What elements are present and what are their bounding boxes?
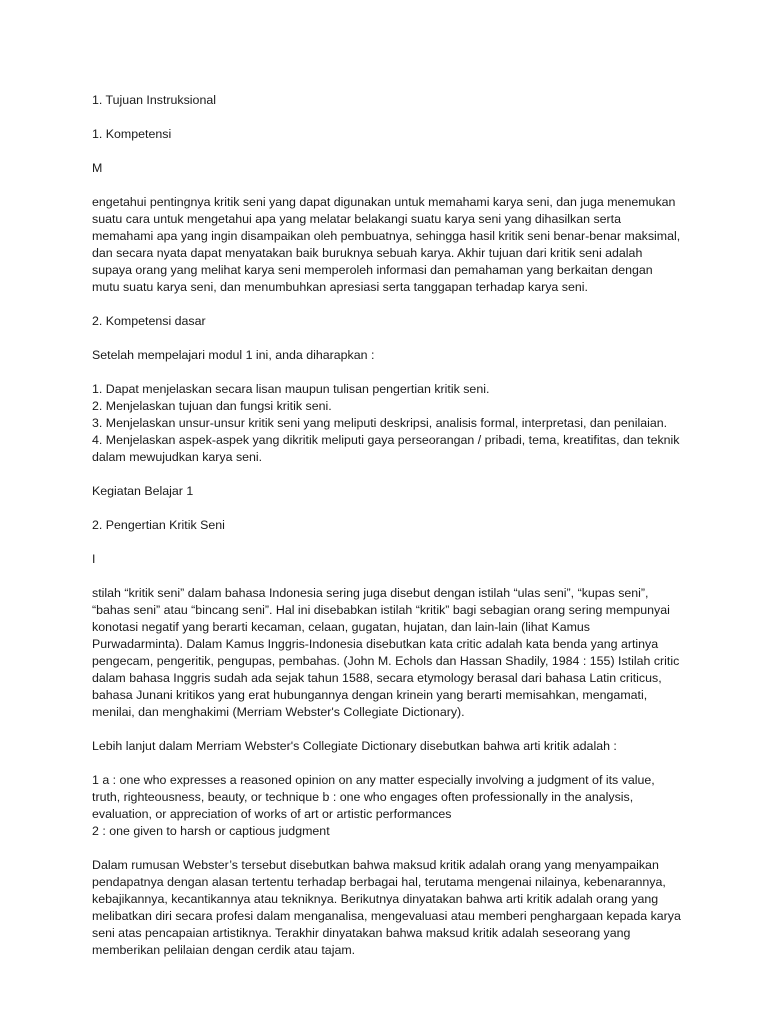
heading-kompetensi: 1. Kompetensi: [92, 127, 172, 141]
definition-2: 2 : one given to harsh or captious judgment: [92, 824, 330, 838]
heading-kompetensi-dasar: 2. Kompetensi dasar: [92, 314, 206, 328]
paragraph-kompetensi: engetahui pentingnya kritik seni yang dapat digunakan untuk memahami karya seni, dan juga menemukan suatu cara untuk mengetahui apa yang melatar belakangi suatu karya seni yang dihasilkan serta memahami apa yang ingin disampaikan oleh pembuatnya, sehingga hasil kritik seni benar-benar maksimal, dan secara nyata dapat menyatakan baik buruknya sebuah karya. Akhir tujuan dari kritik seni adalah supaya orang yang melihat karya seni memperoleh informasi dan pemahaman yang berkaitan dengan mutu suatu karya seni, dan menumbuhkan apresiasi serta tanggapan terhadap karya seni.: [92, 195, 681, 294]
dropcap-i: I: [92, 552, 96, 566]
document-page: [92, 92, 682, 976]
definition-list: [92, 772, 682, 840]
heading-kegiatan-belajar: Kegiatan Belajar 1: [92, 484, 194, 498]
heading-tujuan-instruksional: 1. Tujuan Instruksional: [92, 93, 216, 107]
list-item: 4. Menjelaskan aspek-aspek yang dikritik meliputi gaya perseorangan / pribadi, tema, kreatifitas, dan teknik dalam mewujudkan karya seni.: [92, 433, 680, 464]
paragraph-lebih-lanjut: Lebih lanjut dalam Merriam Webster's Collegiate Dictionary disebutkan bahwa arti kritik adalah :: [92, 739, 617, 753]
definition-1: 1 a : one who expresses a reasoned opinion on any matter especially involving a judgment of its value, truth, righteousness, beauty, or technique b : one who engages often professionally in the analysis, evaluation, or appreciation of works of art or artistic performances: [92, 773, 655, 821]
objectives-list: [92, 381, 682, 466]
paragraph-setelah: Setelah mempelajari modul 1 ini, anda diharapkan :: [92, 348, 375, 362]
list-item: 3. Menjelaskan unsur-unsur kritik seni yang meliputi deskripsi, analisis formal, interpretasi, dan penilaian.: [92, 416, 668, 430]
list-item: 2. Menjelaskan tujuan dan fungsi kritik seni.: [92, 399, 332, 413]
heading-pengertian-kritik-seni: 2. Pengertian Kritik Seni: [92, 518, 225, 532]
dropcap-m: M: [92, 161, 103, 175]
list-item: 1. Dapat menjelaskan secara lisan maupun tulisan pengertian kritik seni.: [92, 382, 490, 396]
paragraph-istilah: stilah “kritik seni” dalam bahasa Indonesia sering juga disebut dengan istilah “ulas seni”, “kupas seni”, “bahas seni” atau “bincang seni”. Hal ini disebabkan istilah “kritik” bagi sebagian orang sering mempunyai konotasi negatif yang berarti kecaman, celaan, gugatan, hujatan, dan lain-lain (lihat Kamus Purwadarminta). Dalam Kamus Inggris-Indonesia disebutkan kata critic adalah kata benda yang artinya pengecam, pengeritik, pengupas, pembahas. (John M. Echols dan Hassan Shadily, 1984 : 155) Istilah critic dalam bahasa Inggris sudah ada sejak tahun 1588, secara etymology berasal dari bahasa Latin criticus, bahasa Junani kritikos yang erat hubungannya dengan krinein yang berarti memisahkan, mengamati, menilai, dan menghakimi (Merriam Webster's Collegiate Dictionary).: [92, 586, 680, 719]
paragraph-dalam-rumusan: Dalam rumusan Webster’s tersebut disebutkan bahwa maksud kritik adalah orang yang menyampaikan pendapatnya dengan alasan tertentu terhadap berbagai hal, terutama mengenai nilainya, kebenarannya, kebajikannya, kecantikannya atau tekniknya. Berikutnya dinyatakan bahwa arti kritik adalah orang yang melibatkan diri secara profesi dalam menganalisa, mengevaluasi atau memberi penghargaan kepada karya seni atas pencapaian artistiknya. Terakhir dinyatakan bahwa maksud kritik adalah seseorang yang memberikan pelilaian dengan cerdik atau tajam.: [92, 858, 681, 957]
